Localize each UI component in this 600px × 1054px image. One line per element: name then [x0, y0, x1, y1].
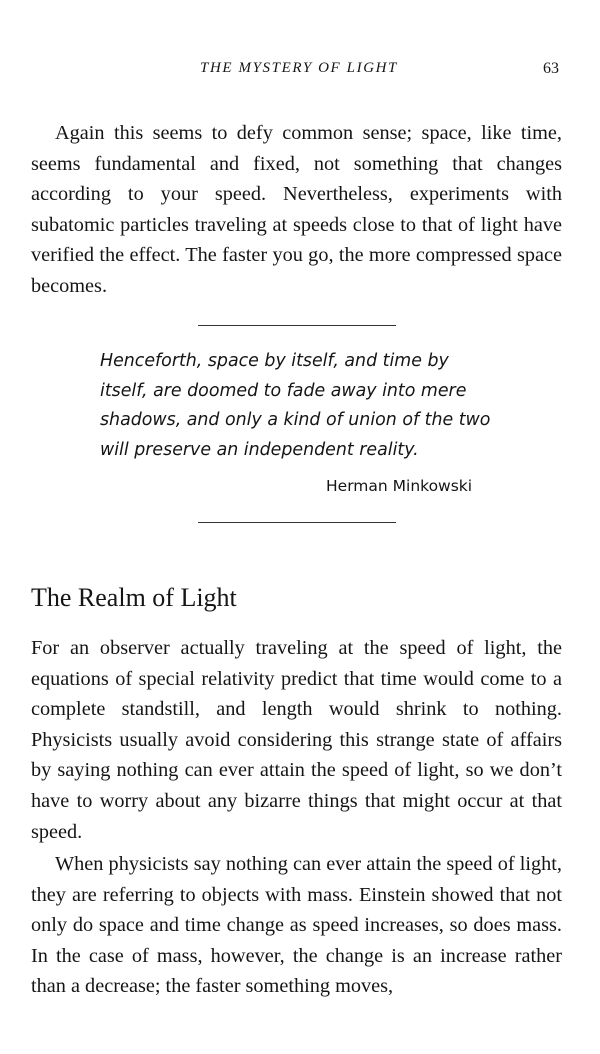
epigraph-top-divider	[198, 325, 396, 326]
section-paragraph-2: When physicists say nothing can ever attain the speed of light, they are referring to objects with mass. Einstein showed that not only do space and time change as speed increases, so does mass. In the case of mass, however, the change is an increase rather than a decrease; the faster something moves,	[31, 853, 562, 998]
epigraph-attribution: Herman Minkowski	[326, 477, 473, 495]
epigraph-quote: Henceforth, space by itself, and time by itself, are doomed to fade away into mere shadows, and only a kind of union of the two will preserve an independent reality.	[100, 351, 491, 460]
page-number: 63	[543, 60, 559, 77]
section-heading: The Realm of Light	[31, 583, 237, 612]
running-head-title: THE MYSTERY OF LIGHT	[200, 60, 399, 76]
intro-paragraph: Again this seems to defy common sense; space, like time, seems fundamental and fixed, not something that changes according to your speed. Nevertheless, experiments with subatomic particles traveling at speeds close to that of light have verified the effect. The faster you go, the more compressed space becomes.	[31, 122, 562, 297]
section-paragraph-1: For an observer actually traveling at the speed of light, the equations of special relativity predict that time would come to a complete standstill, and length would shrink to nothing. Physicists usually avoid considering this strange state of affairs by saying nothing can ever attain the speed of light, so we don’t have to worry about any bizarre things that might occur at that speed.	[31, 637, 562, 843]
epigraph-bottom-divider	[198, 522, 396, 523]
